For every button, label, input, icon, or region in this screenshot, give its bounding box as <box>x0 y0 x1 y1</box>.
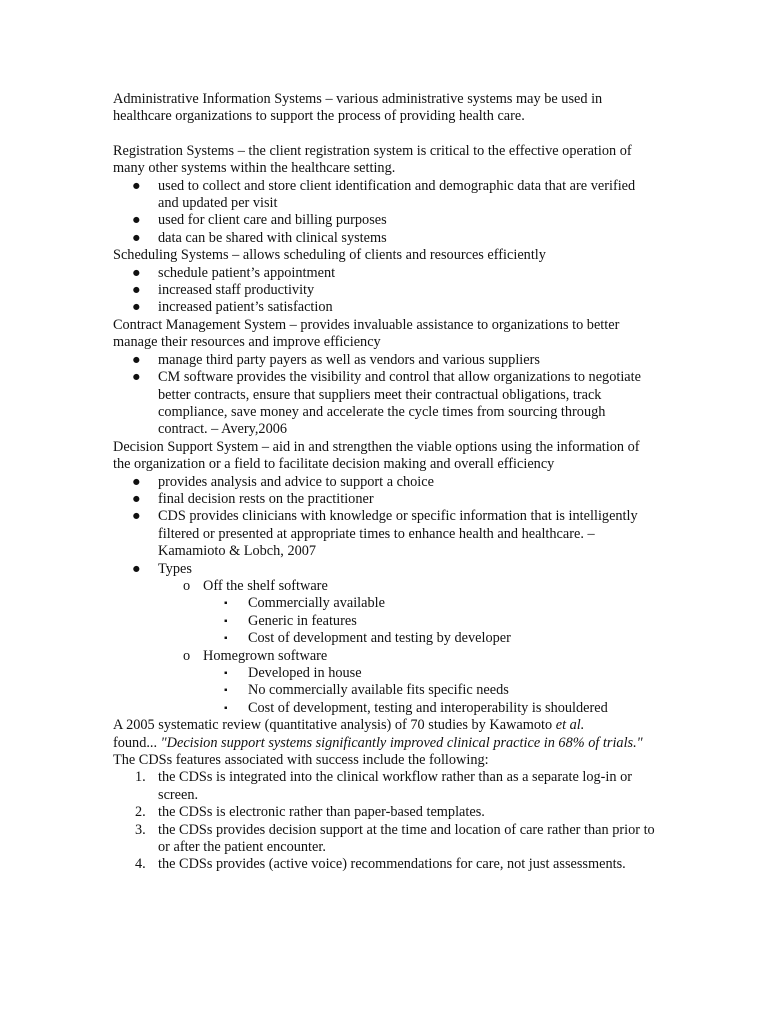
bullet-icon: ● <box>132 212 141 229</box>
sub-sublist-item: ▪ Commercially available <box>224 595 385 612</box>
admin-systems-paragraph: Administrative Information Systems – various administrative systems may be used in healthcare organizations to support the process of providing health care. <box>113 91 603 125</box>
square-bullet-icon: ▪ <box>224 702 228 714</box>
bullet-icon: ● <box>132 282 141 299</box>
decision-support-paragraph: Decision Support System – aid in and strengthen the viable options using the information of the organization or a field to facilitate decision making and overall efficiency <box>113 438 640 473</box>
bullet-icon: ● <box>132 264 141 281</box>
contract-management-paragraph: Contract Management System – provides invaluable assistance to organizations to better manage their resources and improve efficiency <box>113 316 620 351</box>
list-item: ● increased staff productivity <box>132 282 315 299</box>
bullet-icon: ● <box>132 369 141 386</box>
item-number: 3. <box>135 821 146 838</box>
bullet-icon: ● <box>132 299 141 316</box>
review-quote: "Decision support systems significantly improved clinical practice in 68% of trials." <box>160 734 643 751</box>
circle-bullet-icon: o <box>183 647 191 664</box>
paragraph-gap <box>113 126 658 143</box>
list-item: ● manage third party payers as well as vendors and various suppliers <box>132 351 540 368</box>
item-number: 2. <box>135 804 146 821</box>
bullet-icon: ● <box>132 229 141 246</box>
list-item: ● data can be shared with clinical systems <box>132 229 387 246</box>
sublist-item: o Off the shelf software <box>183 577 328 594</box>
square-bullet-icon: ▪ <box>224 685 228 697</box>
scheduling-systems-paragraph: Scheduling Systems – allows scheduling of clients and resources efficiently <box>113 247 546 264</box>
numbered-item: 1. the CDSs is integrated into the clinical workflow rather than as a separate log-in or screen. <box>135 769 633 803</box>
bullet-icon: ● <box>132 490 141 507</box>
item-number: 1. <box>135 769 146 786</box>
sub-sublist-item: ▪ No commercially available fits specific needs <box>224 682 509 699</box>
numbered-item: 3. the CDSs provides decision support at the time and location of care rather than prior to or after the patient encounter. <box>135 821 655 856</box>
list-item: ● used for client care and billing purposes <box>132 212 387 229</box>
sub-sublist-item: ▪ Generic in features <box>224 612 357 629</box>
numbered-item: 4. the CDSs provides (active voice) recommendations for care, not just assessments. <box>135 856 626 873</box>
circle-bullet-icon: o <box>183 577 191 594</box>
list-item: ● CDS provides clinicians with knowledge or specific information that is intelligently filtered or presented at appropriate times to enhance health and healthcare. – Kamamioto & Lobch, 2007 <box>132 508 638 560</box>
list-item: ● used to collect and store client identification and demographic data that are verified and updated per visit <box>132 177 636 212</box>
list-item: ● final decision rests on the practitioner <box>132 490 374 507</box>
list-item: ● schedule patient’s appointment <box>132 264 336 281</box>
square-bullet-icon: ▪ <box>224 598 228 610</box>
bullet-icon: ● <box>132 351 141 368</box>
numbered-item: 2. the CDSs is electronic rather than paper-based templates. <box>135 804 485 821</box>
sub-sublist-item: ▪ Cost of development and testing by developer <box>224 630 511 647</box>
list-item: ● increased patient’s satisfaction <box>132 299 333 316</box>
document-page <box>113 91 658 874</box>
sub-sublist-item: ▪ Developed in house <box>224 665 362 681</box>
registration-systems-paragraph: Registration Systems – the client registration system is critical to the effective operation of many other systems within the healthcare setting. <box>113 142 632 177</box>
bullet-icon: ● <box>132 560 141 577</box>
item-number: 4. <box>135 856 146 873</box>
sublist-item: o Homegrown software <box>183 647 328 664</box>
bullet-icon: ● <box>132 177 141 194</box>
list-item: ● CM software provides the visibility and control that allow organizations to negotiate better contracts, ensure that suppliers meet their contractual obligations, track compliance, save money and accelerate the cycle times from sourcing through contract. – Avery,2006 <box>132 369 641 438</box>
systematic-review-paragraph: A 2005 systematic review (quantitative analysis) of 70 studies by Kawamoto et al. found... "Decision support systems significantly improved clinical practice in 68% of trials." The CDSs features associated with success include the following: <box>113 717 643 769</box>
square-bullet-icon: ▪ <box>224 633 228 645</box>
bullet-icon: ● <box>132 473 141 490</box>
sub-sublist-item: ▪ Cost of development, testing and interoperability is shouldered <box>224 699 608 716</box>
square-bullet-icon: ▪ <box>224 668 228 679</box>
list-item: ● Types <box>132 560 192 577</box>
list-item: ● provides analysis and advice to support a choice <box>132 473 434 490</box>
square-bullet-icon: ▪ <box>224 615 228 627</box>
bullet-icon: ● <box>132 508 141 525</box>
et-al-text: et al. <box>555 717 585 734</box>
